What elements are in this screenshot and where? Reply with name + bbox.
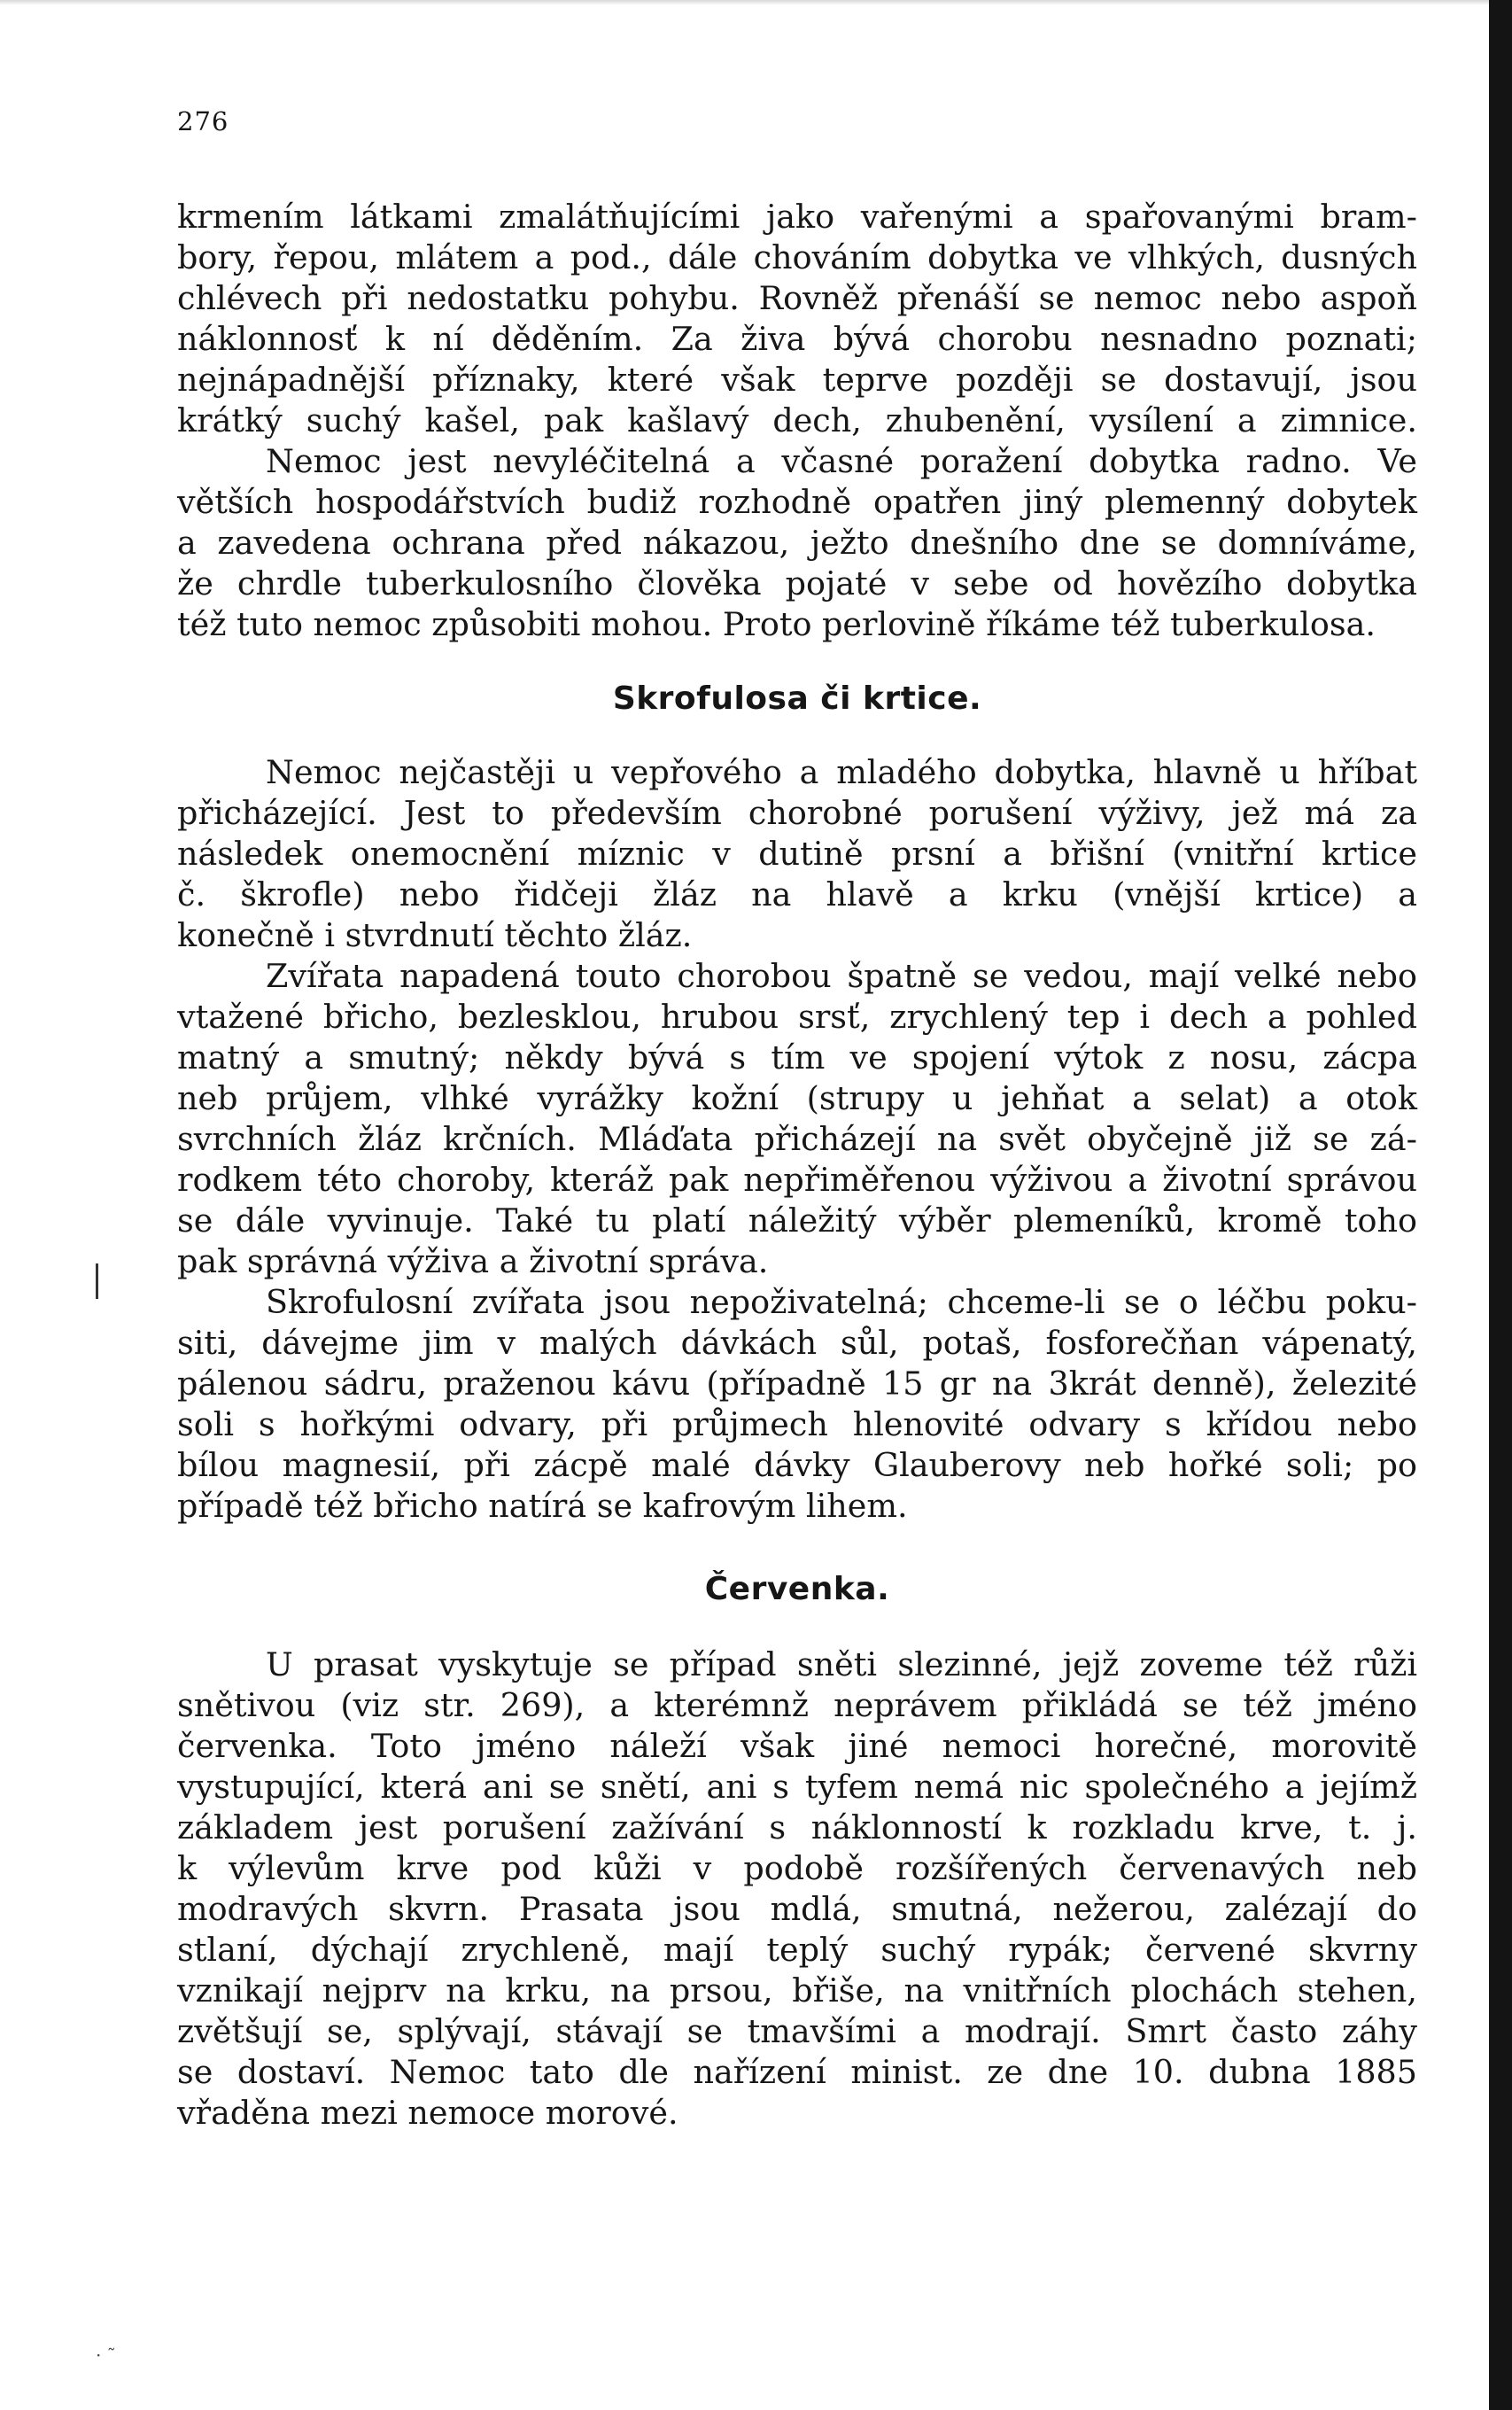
text-line: červenka. Toto jméno náleží však jiné nemoci horečné, morovitě bbox=[177, 1727, 1417, 1765]
margin-mark bbox=[96, 1263, 98, 1299]
text-line: vřaděna mezi nemoce morové. bbox=[177, 2094, 678, 2132]
text-line: větších hospodářstvích budiž rozhodně opatřen jiný plemenný dobytek bbox=[177, 483, 1417, 521]
text-line: snětivou (viz str. 269), a kterémnž neprávem přikládá se též jméno bbox=[177, 1686, 1417, 1724]
section-heading-cervenka: Červenka. bbox=[704, 1571, 890, 1607]
section-heading-skrofulosa: Skrofulosa či krtice. bbox=[612, 680, 982, 717]
text-line: svrchních žláz krčních. Mláďata přicházejí na svět obyčejně již se zá- bbox=[177, 1120, 1417, 1158]
text-line: Skrofulosní zvířata jsou nepoživatelná; chceme-li se o léčbu poku- bbox=[266, 1283, 1417, 1321]
text-line: matný a smutný; někdy bývá s tím ve spojení výtok z nosu, zácpa bbox=[177, 1038, 1417, 1077]
text-line: a zavedena ochrana před nákazou, ježto dnešního dne se domníváme, bbox=[177, 524, 1417, 562]
book-page bbox=[177, 106, 1417, 2134]
text-line: krátký suchý kašel, pak kašlavý dech, zhubenění, vysílení a zimnice. bbox=[177, 401, 1417, 439]
text-line: vznikají nejprv na krku, na prsou, břiše, na vnitřních plochách stehen, bbox=[177, 1971, 1417, 2010]
text-line: bílou magnesií, při zácpě malé dávky Glauberovy neb hořké soli; po bbox=[177, 1446, 1417, 1484]
paragraph-5 bbox=[177, 1644, 1417, 2134]
text-line: krmením látkami zmalátňujícími jako vařenými a spařovanými bram- bbox=[177, 198, 1417, 236]
text-line: pálenou sádru, praženou kávu (případně 15 gr na 3krát denně), železité bbox=[177, 1364, 1417, 1403]
text-line: stlaní, dýchají zrychleně, mají teplý suchý rypák; červené skvrny bbox=[177, 1931, 1417, 1969]
text-line: soli s hořkými odvary, při průjmech hlenovité odvary s křídou nebo bbox=[177, 1405, 1417, 1443]
text-line: základem jest porušení zažívání s náklonností k rozkladu krve, t. j. bbox=[177, 1808, 1417, 1846]
paragraph-4 bbox=[177, 1282, 1417, 1527]
text-line: modravých skvrn. Prasata jsou mdlá, smutná, nežerou, zalézají do bbox=[177, 1890, 1417, 1928]
text-line: k výlevům krve pod kůži v podobě rozšířených červenavých neb bbox=[177, 1849, 1417, 1887]
text-line: náklonnosť k ní děděním. Za živa bývá chorobu nesnadno poznati; bbox=[177, 320, 1417, 358]
paragraph-3 bbox=[177, 956, 1417, 1282]
paragraph-1 bbox=[177, 197, 1417, 645]
paragraph-2 bbox=[177, 752, 1417, 956]
text-line: že chrdle tuberkulosního člověka pojaté v sebe od hovězího dobytka bbox=[177, 564, 1417, 602]
text-line: č. škrofle) nebo řidčeji žláz na hlavě a krku (vnější krtice) a bbox=[177, 875, 1417, 913]
text-line: se dále vyvinuje. Také tu platí náležitý výběr plemeníků, kromě toho bbox=[177, 1201, 1417, 1240]
text-line: vtažené břicho, bezlesklou, hrubou srsť, zrychlený tep i dech a pohled bbox=[177, 998, 1417, 1036]
text-line: chlévech při nedostatku pohybu. Rovněž přenáší se nemoc nebo aspoň bbox=[177, 279, 1417, 317]
text-line: nejnápadnější příznaky, které však teprve později se dostavují, jsou bbox=[177, 361, 1417, 399]
text-line: Nemoc jest nevyléčitelná a včasné poražení dobytka radno. Ve bbox=[266, 442, 1417, 480]
text-line: Zvířata napadená touto chorobou špatně se vedou, mají velké nebo bbox=[266, 957, 1417, 995]
text-line: siti, dávejme jim v malých dávkách sůl, potaš, fosforečňan vápenatý, bbox=[177, 1324, 1417, 1362]
text-line: bory, řepou, mlátem a pod., dále chováním dobytka ve vlhkých, dusných bbox=[177, 238, 1417, 276]
text-line: Nemoc nejčastěji u vepřového a mladého dobytka, hlavně u hříbat bbox=[266, 753, 1417, 791]
scan-edge-top bbox=[0, 0, 1512, 5]
corner-mark: · ˜ bbox=[96, 2344, 116, 2366]
text-line: pak správná výživa a životní správa. bbox=[177, 1242, 769, 1280]
text-line: následek onemocnění míznic v dutině prsní a břišní (vnitřní krtice bbox=[177, 835, 1417, 873]
text-line: přicházející. Jest to především chorobné porušení výživy, jež má za bbox=[177, 794, 1417, 832]
scan-edge-right bbox=[1489, 0, 1512, 2410]
text-line: zvětšují se, splývají, stávají se tmavšími a modrají. Smrt často záhy bbox=[177, 2012, 1417, 2050]
text-line: U prasat vyskytuje se případ sněti slezinné, jejž zoveme též růži bbox=[266, 1645, 1417, 1683]
text-line: též tuto nemoc způsobiti mohou. Proto perlovině říkáme též tuberkulosa. bbox=[177, 605, 1376, 643]
text-line: vystupující, která ani se snětí, ani s tyfem nemá nic společného a jejímž bbox=[177, 1768, 1417, 1806]
text-line: rodkem této choroby, kteráž pak nepřiměřenou výživou a životní správou bbox=[177, 1161, 1417, 1199]
text-line: neb průjem, vlhké vyrážky kožní (strupy u jehňat a selat) a otok bbox=[177, 1079, 1417, 1117]
page-number: 276 bbox=[177, 106, 229, 136]
text-line: se dostaví. Nemoc tato dle nařízení minist. ze dne 10. dubna 1885 bbox=[177, 2053, 1417, 2091]
text-line: konečně i stvrdnutí těchto žláz. bbox=[177, 916, 693, 954]
text-line: případě též břicho natírá se kafrovým lihem. bbox=[177, 1487, 908, 1525]
